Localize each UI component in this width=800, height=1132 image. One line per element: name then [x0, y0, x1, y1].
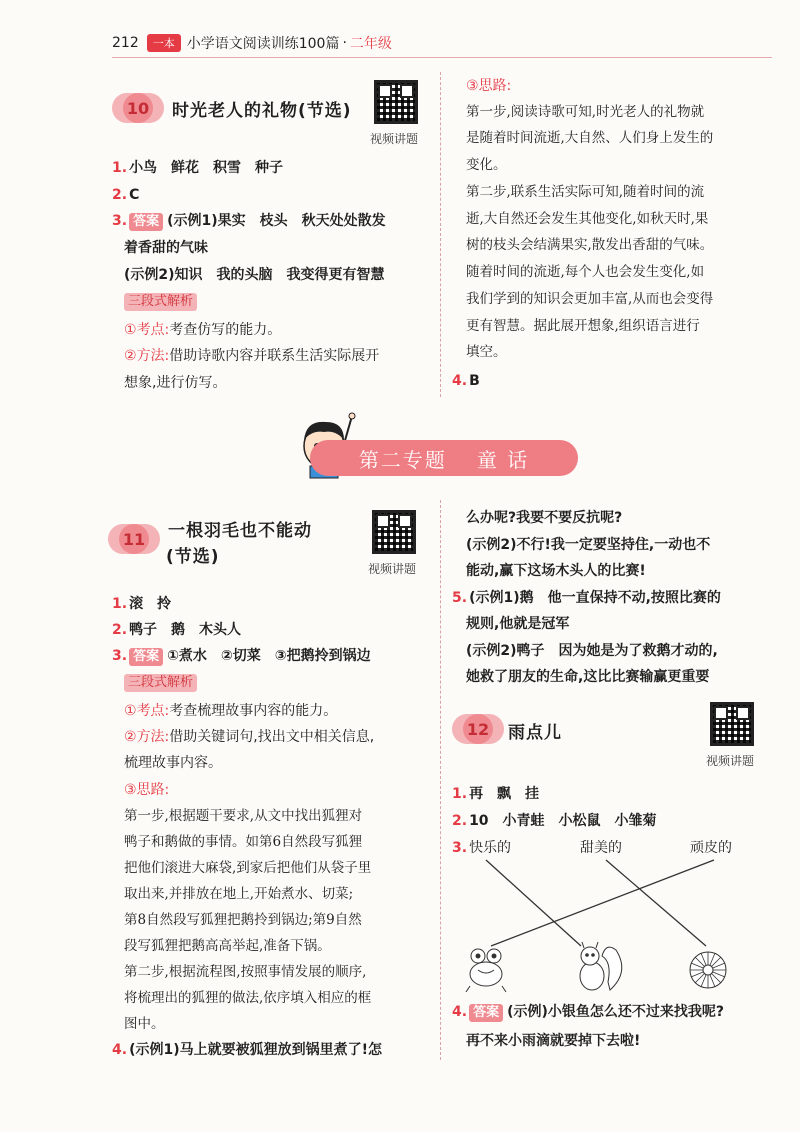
section-badge-12: 12 — [452, 714, 504, 744]
daisy-icon — [690, 952, 726, 988]
qr-code-icon[interactable] — [710, 702, 754, 746]
answer-5: 5. (示例1)鹅 他一直保持不动,按照比赛的 — [452, 590, 721, 606]
column-divider-top — [440, 72, 441, 397]
answer-5-line4: 她救了朋友的生命,这比比赛输赢更重要 — [466, 669, 710, 685]
thinking-line: 鸭子和鹅做的事情。如第6自然段写狐狸 — [124, 834, 363, 850]
header-divider — [112, 57, 772, 58]
answer-4: 4. (示例1)马上就要被狐狸放到锅里煮了!怎 — [112, 1042, 382, 1058]
answer-3: 3. 快乐的 — [452, 840, 512, 856]
thinking-line: 第二步,根据流程图,按照事情发展的顺序, — [124, 964, 367, 980]
analysis-method-line2: 梳理故事内容。 — [124, 755, 222, 771]
qr-label: 视频讲题 — [370, 132, 419, 146]
answer-4-line2: 么办呢?我要不要反抗呢? — [466, 510, 623, 526]
answer-2: 2. 鸭子 鹅 木头人 — [112, 622, 242, 638]
thinking-line: 把他们滚进大麻袋,到家后把他们从袋子里 — [124, 860, 372, 876]
squirrel-icon — [580, 942, 622, 990]
thinking-line: 变化。 — [466, 157, 507, 173]
thinking-line: 第一步,根据题干要求,从文中找出狐狸对 — [124, 808, 363, 824]
word-sweet: 甜美的 — [580, 840, 622, 856]
section-title-11-sub: (节选) — [166, 547, 220, 567]
banner-part1: 第二专题 — [358, 447, 447, 472]
thinking-line: 逝,大自然还会发生其他变化,如秋天时,果 — [466, 211, 709, 227]
page-number: 212 — [112, 35, 139, 51]
analysis-method-line2: 想象,进行仿写。 — [124, 375, 227, 391]
answer-tag: 答案 — [129, 648, 163, 666]
answer-5-line2: 规则,他就是冠军 — [466, 616, 570, 632]
thinking-line: 将梳理出的狐狸的做法,依序填入相应的框 — [124, 990, 372, 1006]
answer-2: 2. 10 小青蛙 小松鼠 小雏菊 — [452, 813, 657, 829]
match-line — [486, 860, 581, 946]
section-title-10: 时光老人的礼物(节选) — [172, 101, 352, 121]
analysis-thinking: ③思路: — [124, 782, 170, 798]
analysis-method: ②方法:借助诗歌内容并联系生活实际展开 — [124, 348, 380, 364]
section-badge-10: 10 — [112, 93, 164, 123]
thinking-line: 第一步,阅读诗歌可知,时光老人的礼物就 — [466, 104, 705, 120]
thinking-line: 第8自然段写狐狸把鹅拎到锅边;第9自然 — [124, 912, 362, 928]
section-badge-11: 11 — [108, 524, 160, 554]
qr-code-icon[interactable] — [374, 80, 418, 124]
analysis-tag: 三段式解析 — [124, 293, 197, 311]
answer-1: 1. 再 飘 挂 — [452, 786, 540, 802]
match-line — [606, 860, 706, 946]
answer-4-line3: (示例2)不行!我一定要坚持住,一动也不 — [466, 537, 711, 553]
answer-1: 1. 小鸟 鲜花 积雪 种子 — [112, 160, 284, 176]
match-line — [491, 860, 714, 946]
thinking-line: 取出来,并排放在地上,开始煮水、切菜; — [124, 886, 354, 902]
thinking-line: 更有智慧。据此展开想象,组织语言进行 — [466, 318, 700, 334]
answer-3-line2: 着香甜的气味 — [124, 240, 208, 256]
matching-diagram — [446, 838, 766, 998]
analysis-point: ①考点:考查仿写的能力。 — [124, 322, 282, 338]
answer-2: 2. C — [112, 187, 140, 203]
chapter-banner — [310, 440, 578, 476]
answer-3-line3: (示例2)知识 我的头脑 我变得更有智慧 — [124, 267, 385, 283]
thinking-line: 树的枝头会结满果实,散发出香甜的气味。 — [466, 237, 714, 253]
answer-tag: 答案 — [469, 1004, 503, 1022]
separator-dot: · — [342, 35, 347, 51]
analysis-method: ②方法:借助关键词句,找出文中相关信息, — [124, 729, 375, 745]
grade-label: 二年级 — [349, 36, 392, 52]
thinking-line: 是随着时间流逝,大自然、人们身上发生的 — [466, 130, 714, 146]
analysis-thinking: ③思路: — [466, 78, 512, 94]
series-title: 小学语文阅读训练100篇 — [186, 36, 340, 52]
answer-3: 3. 答案 ①煮水 ②切菜 ③把鹅拎到锅边 — [112, 648, 371, 664]
qr-code-icon[interactable] — [372, 510, 416, 554]
page-header — [112, 30, 392, 56]
thinking-line: 随着时间的流逝,每个人也会发生变化,如 — [466, 264, 705, 280]
answer-5-line3: (示例2)鸭子 因为她是为了救鹅才动的, — [466, 643, 718, 659]
section-title-11: 一根羽毛也不能动 — [168, 521, 312, 541]
answer-4-line4: 能动,赢下这场木头人的比赛! — [466, 563, 646, 579]
word-naughty: 顽皮的 — [690, 840, 732, 856]
answer-4: 4. 答案 (示例)小银鱼怎么还不过来找我呢? — [452, 1004, 724, 1020]
column-divider-bottom — [440, 500, 441, 1060]
section-title-12: 雨点儿 — [508, 723, 562, 743]
frog-icon — [466, 949, 506, 992]
brand-logo: 一本 — [147, 34, 181, 52]
thinking-line: 第二步,联系生活实际可知,随着时间的流 — [466, 184, 705, 200]
thinking-line: 填空。 — [466, 344, 507, 360]
answer-4: 4. B — [452, 373, 480, 389]
answer-tag: 答案 — [129, 213, 163, 231]
answer-3: 3. 答案 (示例1)果实 枝头 秋天处处散发 — [112, 213, 386, 229]
qr-label: 视频讲题 — [368, 562, 417, 576]
analysis-tag: 三段式解析 — [124, 674, 197, 692]
qr-label: 视频讲题 — [706, 754, 755, 768]
answer-4-line2: 再不来小雨滴就要掉下去啦! — [466, 1033, 641, 1049]
thinking-line: 图中。 — [124, 1016, 165, 1032]
analysis-point: ①考点:考查梳理故事内容的能力。 — [124, 703, 338, 719]
thinking-line: 段写狐狸把鹅高高举起,准备下锅。 — [124, 938, 331, 954]
thinking-line: 我们学到的知识会更加丰富,从而也会变得 — [466, 291, 714, 307]
banner-part2: 童 话 — [476, 447, 530, 472]
answer-1: 1. 滚 拎 — [112, 596, 172, 612]
